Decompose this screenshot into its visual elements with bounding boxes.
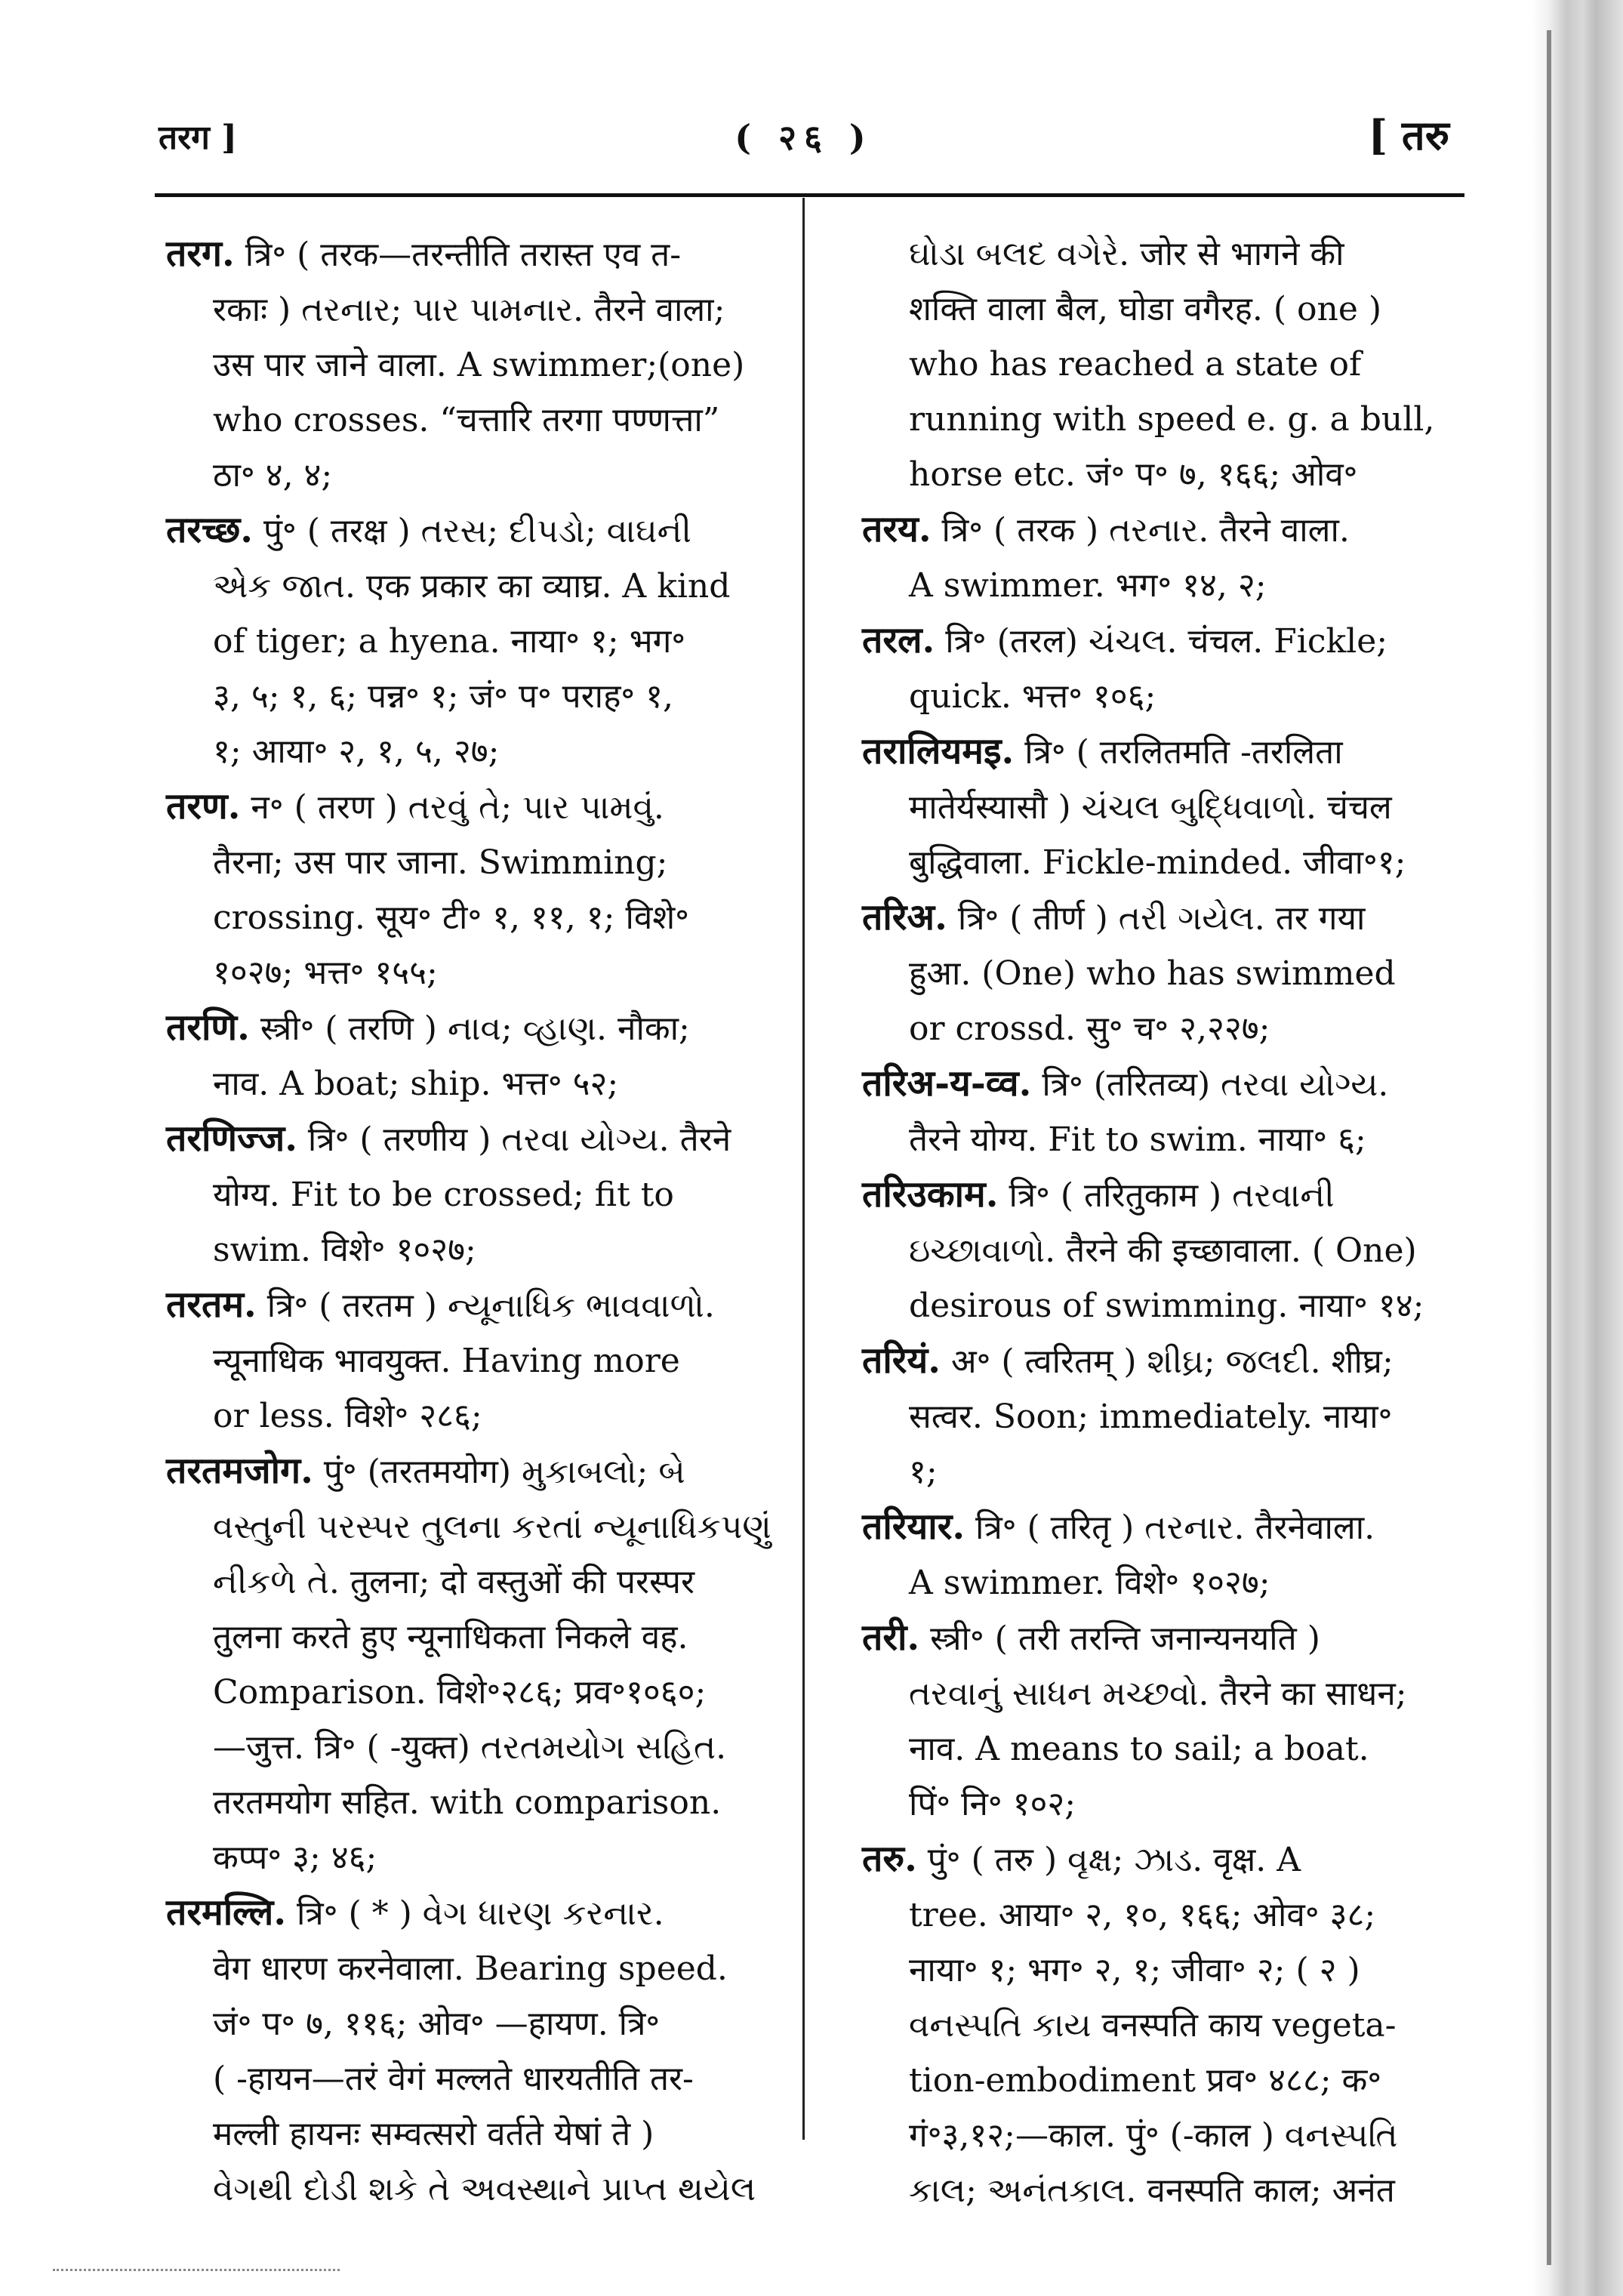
- entry-text: स्त्री॰ ( तरी तरन्ति जनान्यनयति ): [930, 1620, 1320, 1658]
- entry-line: running with speed e. g. a bull,: [909, 400, 1435, 439]
- entry-headword: तरतम.: [166, 1284, 257, 1326]
- entry-text: त्रि॰ ( तीर्ण ) તરી ગયેલ. तर गया: [957, 899, 1366, 938]
- entry-headword: तरच्छ.: [166, 509, 254, 551]
- entry-text: ઘોડા બલદ વગેરે. जोर से भागने की: [909, 235, 1344, 273]
- dictionary-entry: [166, 1277, 796, 1444]
- entry-line: [862, 890, 1443, 946]
- entry-line: tion-embodiment प्रव॰ ४८८; क॰: [909, 2061, 1382, 2100]
- entry-text: त्रि॰ (तरितव्य) તરવા યોગ્ય.: [1042, 1065, 1389, 1104]
- entry-line: [166, 1111, 796, 1167]
- entry-headword: तरियार.: [862, 1505, 965, 1548]
- entry-line: नाव. A boat; ship. भत्त॰ ५२;: [213, 1065, 619, 1103]
- entry-text: त्रि॰ ( तरलितमति -तरलिता: [1024, 733, 1343, 772]
- entry-line: मातेर्यस्यासौ ) ચંચલ બુદ્ધિવાળો. चंचल: [909, 788, 1392, 827]
- entry-headword: तरी.: [862, 1616, 920, 1659]
- dictionary-entry: [166, 779, 796, 1000]
- entry-line: વેગથી દોડી શકે તે અવસ્થાને પ્રાપ્ત થયેલ: [213, 2170, 756, 2208]
- entry-line: quick. भत्त॰ १०६;: [909, 677, 1156, 716]
- entry-headword: तरग.: [166, 233, 235, 275]
- dictionary-entry: [166, 1444, 796, 1885]
- entry-text: त्रि॰ ( तरतम ) ન્યૂનાધિક ભાવવાળો.: [266, 1287, 715, 1325]
- page-binding-edge: [1532, 0, 1623, 2296]
- entry-line: ( -हायन—तरं वेगं मल्लते धारयतीति तर-: [213, 2060, 694, 2098]
- entry-line: वेग धारण करनेवाला. Bearing speed.: [213, 1949, 728, 1988]
- dictionary-entry: [862, 502, 1443, 613]
- entry-line: [862, 724, 1443, 780]
- left-column: [166, 227, 796, 2217]
- binding-shadow-line: [1547, 30, 1551, 2265]
- entry-line: tree. आया॰ २, १०, १६६; ओव॰ ३८;: [909, 1896, 1376, 1934]
- entry-line: न्यूनाधिक भावयुक्त. Having more: [213, 1342, 680, 1380]
- entry-line: [862, 1499, 1443, 1555]
- entry-line: [862, 1167, 1443, 1223]
- entry-text: स्त्री॰ ( तरणि ) નાવ; વ્હાણ. नौका;: [260, 1009, 690, 1048]
- entry-line: नाया॰ १; भग॰ २, १; जीवा॰ २; ( २ ): [909, 1951, 1360, 1989]
- entry-line: of tiger; a hyena. नाया॰ १; भग॰: [213, 622, 686, 661]
- entry-line: [862, 1056, 1443, 1112]
- entry-line: ठा॰ ४, ४;: [213, 456, 333, 495]
- header-right-guideword: [ तरु: [1368, 111, 1449, 159]
- dictionary-entry: [862, 1499, 1443, 1610]
- entry-line: Comparison. विशे॰२८६; प्रव॰१०६०;: [213, 1673, 707, 1712]
- entry-text: त्रि॰ ( * ) વેગ ધારણ કરનાર.: [297, 1894, 664, 1933]
- page-number: ( २६ ): [735, 117, 873, 158]
- entry-line: ३, ५; १, ६; पन्न॰ १; जं॰ प॰ पराह॰ १,: [213, 677, 674, 716]
- entry-line: એક જાત. एक प्रकार का व्याघ्र. A kind: [213, 567, 731, 606]
- entry-line: horse etc. जं॰ प॰ ७, १६६; ओव॰: [909, 455, 1358, 494]
- entry-text: त्रि॰ ( तरक ) તરનાર. तैरने वाला.: [941, 511, 1350, 550]
- entry-line: [862, 1333, 1443, 1389]
- entry-text: पुं॰ (तरतमयोग) મુકાબલો; બે: [323, 1453, 685, 1491]
- header-rule: [155, 193, 1464, 197]
- entry-text: पुं॰ ( तरु ) વૃક્ષ; ઝાડ. वृक्ष. A: [927, 1841, 1301, 1879]
- entry-line: योग्य. Fit to be crossed; fit to: [213, 1176, 674, 1214]
- entry-text: त्रि॰ (तरल) ચંચલ. चंचल. Fickle;: [945, 622, 1388, 661]
- entry-text: त्रि॰ ( तरितुकाम ) તરવાની: [1009, 1176, 1335, 1215]
- dictionary-entry: [862, 227, 1443, 502]
- entry-line: उस पार जाने वाला. A swimmer;(one): [213, 346, 745, 384]
- entry-line: तैरना; उस पार जाना. Swimming;: [213, 843, 668, 882]
- entry-line: पिं॰ नि॰ १०२;: [909, 1785, 1076, 1823]
- entry-line: बुद्धिवाला. Fickle-minded. जीवा॰१;: [909, 843, 1406, 882]
- entry-line: गं॰३,१२;—काल. पुं॰ (-काल ) વનસ્પતિ: [909, 2116, 1398, 2155]
- entry-line: desirous of swimming. नाया॰ १४;: [909, 1287, 1424, 1325]
- entry-headword: तरल.: [862, 619, 935, 661]
- entry-headword: तरणिज्ज.: [166, 1117, 297, 1160]
- entry-line: १;: [909, 1453, 938, 1491]
- entry-text: त्रि॰ ( तरितृ ) તરનાર. तैरनेवाला.: [975, 1509, 1375, 1547]
- dictionary-entry: [862, 1832, 1443, 2218]
- entry-line: १०२७; भत्त॰ १५५;: [213, 954, 438, 992]
- entry-line: કાલ; અનંતકાલ. वनस्पति काल; अनंत: [909, 2171, 1395, 2210]
- dictionary-entry: [862, 890, 1443, 1056]
- entry-text: त्रि॰ ( तरणीय ) તરવા યોગ્ય. तैरने: [307, 1120, 731, 1159]
- dictionary-entry: [862, 1056, 1443, 1167]
- dictionary-entry: [166, 503, 796, 779]
- entry-line: [862, 1832, 1443, 1888]
- entry-line: —जुत्त. त्रि॰ ( -युक्त) તરતમયોગ સહિત.: [213, 1728, 727, 1767]
- column-divider: [802, 198, 805, 2140]
- dictionary-entry: [862, 1167, 1443, 1333]
- entry-line: [166, 1444, 796, 1499]
- entry-headword: तरु.: [862, 1838, 917, 1880]
- entry-line: [862, 613, 1443, 669]
- dictionary-entry: [862, 1610, 1443, 1832]
- entry-line: વસ્તુની પરસ્પર તુલના કરતાં ન્યૂનાધિકપણું: [213, 1508, 771, 1546]
- entry-line: रकाः ) તરનાર; પાર પામનાર. तैरने वाला;: [213, 291, 725, 329]
- entry-line: A swimmer. भग॰ १४, २;: [909, 566, 1267, 605]
- header-left-guideword: तरग ]: [159, 119, 237, 157]
- entry-headword: तरय.: [862, 508, 932, 550]
- dictionary-entry: [862, 724, 1443, 890]
- dictionary-entry: [862, 1333, 1443, 1499]
- entry-line: નીકળે તે. तुलना; दो वस्तुओं की परस्पर: [213, 1563, 695, 1601]
- dictionary-entry: [166, 1000, 796, 1111]
- dictionary-entry: [166, 1111, 796, 1277]
- entry-line: मल्ली हायनः सम्वत्सरो वर्तते येषां ते ): [213, 2115, 654, 2153]
- entry-line: or less. विशे॰ २८६;: [213, 1397, 482, 1435]
- entry-line: १; आया॰ २, १, ५, २७;: [213, 732, 500, 771]
- entry-line: [166, 1000, 796, 1056]
- dictionary-entry: [166, 227, 796, 503]
- entry-line: [166, 779, 796, 835]
- entry-line: कप्प॰ ३; ४६;: [213, 1838, 377, 1877]
- entry-line: [166, 1277, 796, 1333]
- entry-headword: तरमल्लि.: [166, 1891, 287, 1934]
- entry-headword: तरिअ-य-व्व.: [862, 1062, 1032, 1105]
- entry-headword: तरियं.: [862, 1339, 941, 1382]
- entry-line: વનસ્પતિ કાય वनस्पति काय vegeta-: [909, 2006, 1397, 2045]
- entry-line: તરવાનું સાધન મચ્છવો. तैरने का साधन;: [909, 1675, 1407, 1713]
- entry-line: who crosses. “चत्तारि तरगा पण्णत्ता”: [213, 401, 720, 439]
- entry-text: अ॰ ( त्वरितम् ) શીઘ્ર; જલદી. शीघ्र;: [950, 1342, 1394, 1381]
- entry-line: सत्वर. Soon; immediately. नाया॰: [909, 1398, 1393, 1436]
- entry-line: [166, 1885, 796, 1941]
- entry-text: न॰ ( तरण ) તરવું તે; પાર પામવું.: [251, 788, 664, 827]
- entry-line: who has reached a state of: [909, 345, 1362, 384]
- entry-line: शक्ति वाला बैल, घोडा वगैरह. ( one ): [909, 290, 1382, 328]
- entry-line: नाव. A means to sail; a boat.: [909, 1730, 1369, 1768]
- entry-line: [862, 1610, 1443, 1666]
- entry-line: [166, 503, 796, 559]
- entry-headword: तरिउकाम.: [862, 1173, 999, 1216]
- entry-line: or crossd. सु॰ च॰ २,२२७;: [909, 1009, 1270, 1048]
- entry-line: तुलना करते हुए न्यूनाधिकता निकले वह.: [213, 1618, 688, 1657]
- entry-line: [862, 227, 1443, 282]
- entry-line: [862, 502, 1443, 558]
- entry-text: पुं॰ ( तरक्ष ) તરસ; દીપડો; વાઘની: [263, 512, 692, 550]
- entry-line: A swimmer. विशे॰ १०२७;: [909, 1564, 1270, 1602]
- entry-line: हुआ. (One) who has swimmed: [909, 954, 1396, 993]
- dictionary-entry: [862, 613, 1443, 724]
- entry-line: तरतमयोग सहित. with comparison.: [213, 1783, 722, 1822]
- bottom-margin-mark: [53, 2269, 340, 2271]
- entry-line: तैरने योग्य. Fit to swim. नाया॰ ६;: [909, 1120, 1366, 1159]
- entry-line: swim. विशे॰ १०२७;: [213, 1231, 476, 1269]
- entry-headword: तरण.: [166, 785, 241, 827]
- entry-headword: तरतमजोग.: [166, 1450, 313, 1492]
- dictionary-entry: [166, 1885, 796, 2217]
- entry-line: [166, 227, 796, 282]
- entry-text: त्रि॰ ( तरक—तरन्तीति तरास्त एव त-: [245, 236, 682, 274]
- entry-headword: तरालियमइ.: [862, 730, 1015, 772]
- entry-headword: तरणि.: [166, 1006, 250, 1049]
- entry-line: जं॰ प॰ ७, ११६; ओव॰ —हायण. त्रि॰: [213, 2005, 661, 2043]
- entry-headword: तरिअ.: [862, 896, 947, 938]
- entry-line: crossing. सूय॰ टी॰ १, ११, १; विशे॰: [213, 898, 689, 937]
- page-header: [159, 106, 1449, 174]
- right-column: [862, 227, 1443, 2218]
- entry-line: ઇચ્છાવાળો. तैरने की इच्छावाला. ( One): [909, 1231, 1417, 1270]
